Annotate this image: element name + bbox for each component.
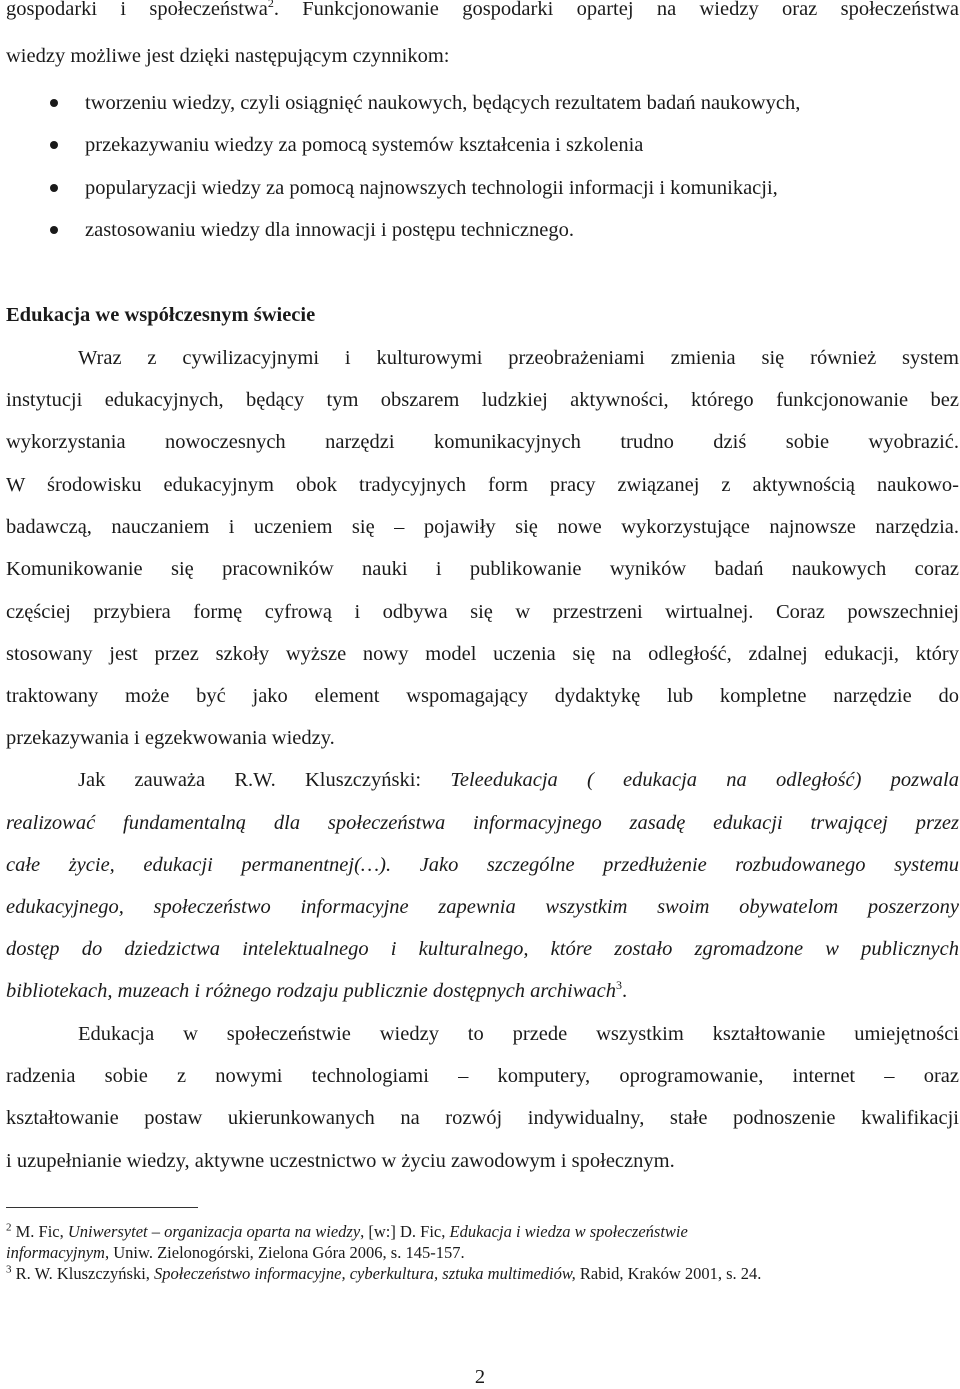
paragraph-line: stosowany jest przez szkoły wyższe nowy model uczenia się na odległość, zdalnej edukacji, który [6, 643, 959, 665]
paragraph-line: kształtowanie postaw ukierunkowanych na rozwój indywidualny, stałe podnoszenie kwalifikacji [6, 1107, 959, 1129]
paragraph-line: Edukacja w społeczeństwie wiedzy to przede wszystkim kształtowanie umiejętności [78, 1023, 959, 1045]
paragraph-line: częściej przybiera formę cyfrową i odbywa się w przestrzeni wirtualnej. Coraz powszechniej [6, 601, 959, 623]
footnote-number: 3 [6, 1263, 12, 1276]
section-heading: Edukacja we współczesnym świecie [6, 304, 316, 326]
intro-line-1 [6, 0, 959, 24]
footnote-title: Społeczeństwo informacyjne, cyberkultura, sztuka multimediów, [154, 1264, 576, 1283]
paragraph-line: Komunikowanie się pracowników nauki i publikowanie wyników badań naukowych coraz [6, 558, 959, 580]
footnote-3 [6, 1264, 761, 1284]
footnote-ref-3[interactable]: 3 [615, 978, 622, 993]
paragraph-line: traktowany może być jako element wspomagający dydaktykę lub kompletne narzędzie do [6, 685, 959, 707]
footnote-title: Edukacja i wiedza w społeczeństwie [449, 1222, 688, 1241]
footnote-divider [6, 1207, 198, 1208]
bullet-item: popularyzacji wiedzy za pomocą najnowszych technologii informacji i komunikacji, [85, 177, 778, 199]
footnote-number: 2 [6, 1221, 12, 1234]
paragraph-line: radzenia sobie z nowymi technologiami – komputery, oprogramowanie, internet – oraz [6, 1065, 959, 1087]
bullet-item: zastosowaniu wiedzy dla innowacji i postępu technicznego. [85, 219, 575, 241]
quote-attribution: Jak zauważa R.W. Kluszczyński: [78, 769, 451, 791]
footnote-title: Uniwersytet – organizacja oparta na wiedzy [67, 1222, 361, 1241]
footnote-text: , [w:] D. Fic, [360, 1222, 450, 1241]
footnote-text: R. W. Kluszczyński, [11, 1264, 155, 1283]
bullet-icon [50, 184, 58, 192]
bullet-item: tworzeniu wiedzy, czyli osiągnięć naukowych, będących rezultatem badań naukowych, [85, 92, 801, 114]
footnote-text: M. Fic, [11, 1222, 68, 1241]
intro-text: . Funkcjonowanie gospodarki opartej na wiedzy oraz społeczeństwa [273, 0, 959, 20]
bullet-icon [50, 141, 58, 149]
footnote-ref-2[interactable]: 2 [267, 0, 274, 11]
footnote-2-cont [6, 1243, 465, 1263]
quote-line: edukacyjnego, społeczeństwo informacyjne zapewnia wszystkim swoim obywatelom poszerzony [6, 896, 959, 918]
paragraph-line: badawczą, nauczaniem i uczeniem się – pojawiły się nowe wykorzystujące najnowsze narzędzia. [6, 516, 959, 538]
quote-end: . [621, 980, 628, 1002]
intro-text: gospodarki i społeczeństwa [6, 0, 268, 20]
paragraph-line: przekazywania i egzekwowania wiedzy. [6, 727, 335, 749]
paragraph-line: i uzupełnianie wiedzy, aktywne uczestnictwo w życiu zawodowym i społecznym. [6, 1150, 675, 1172]
bullet-icon [50, 226, 58, 234]
page-number: 2 [474, 1366, 486, 1388]
quote-text: Teleedukacja ( edukacja na odległość) pozwala [450, 769, 959, 791]
footnote-title: informacyjnym [6, 1243, 105, 1262]
quote-line: całe życie, edukacji permanentnej(…). Jako szczególne przedłużenie rozbudowanego systemu [6, 854, 959, 876]
footnote-2 [6, 1222, 688, 1242]
quote-intro-line [78, 765, 959, 795]
footnote-text: Rabid, Kraków 2001, s. 24. [575, 1264, 762, 1283]
paragraph-line: wykorzystania nowoczesnych narzędzi komunikacyjnych trudno dziś sobie wyobrazić. [6, 431, 959, 453]
paragraph-line: Wraz z cywilizacyjnymi i kulturowymi przeobrażeniami zmienia się również system [78, 347, 959, 369]
footnote-text: , Uniw. Zielonogórski, Zielona Góra 2006, s. 145-157. [104, 1243, 465, 1262]
bullet-icon [50, 99, 58, 107]
quote-line: realizować fundamentalną dla społeczeństwa informacyjnego zasadę edukacji trwającej przez [6, 812, 959, 834]
paragraph-line: instytucji edukacyjnych, będący tym obszarem ludzkiej aktywności, którego funkcjonowanie bez [6, 389, 959, 411]
quote-last-line [6, 976, 959, 1006]
intro-line-2: wiedzy możliwe jest dzięki następującym czynnikom: [6, 45, 450, 67]
quote-line: dostęp do dziedzictwa intelektualnego i kulturalnego, które zostało zgromadzone w publicznych [6, 938, 959, 960]
quote-text: bibliotekach, muzeach i różnego rodzaju publicznie dostępnych archiwach [6, 980, 616, 1002]
paragraph-line: W środowisku edukacyjnym obok tradycyjnych form pracy związanej z aktywnością naukowo- [6, 474, 959, 496]
bullet-item: przekazywaniu wiedzy za pomocą systemów kształcenia i szkolenia [85, 134, 644, 156]
